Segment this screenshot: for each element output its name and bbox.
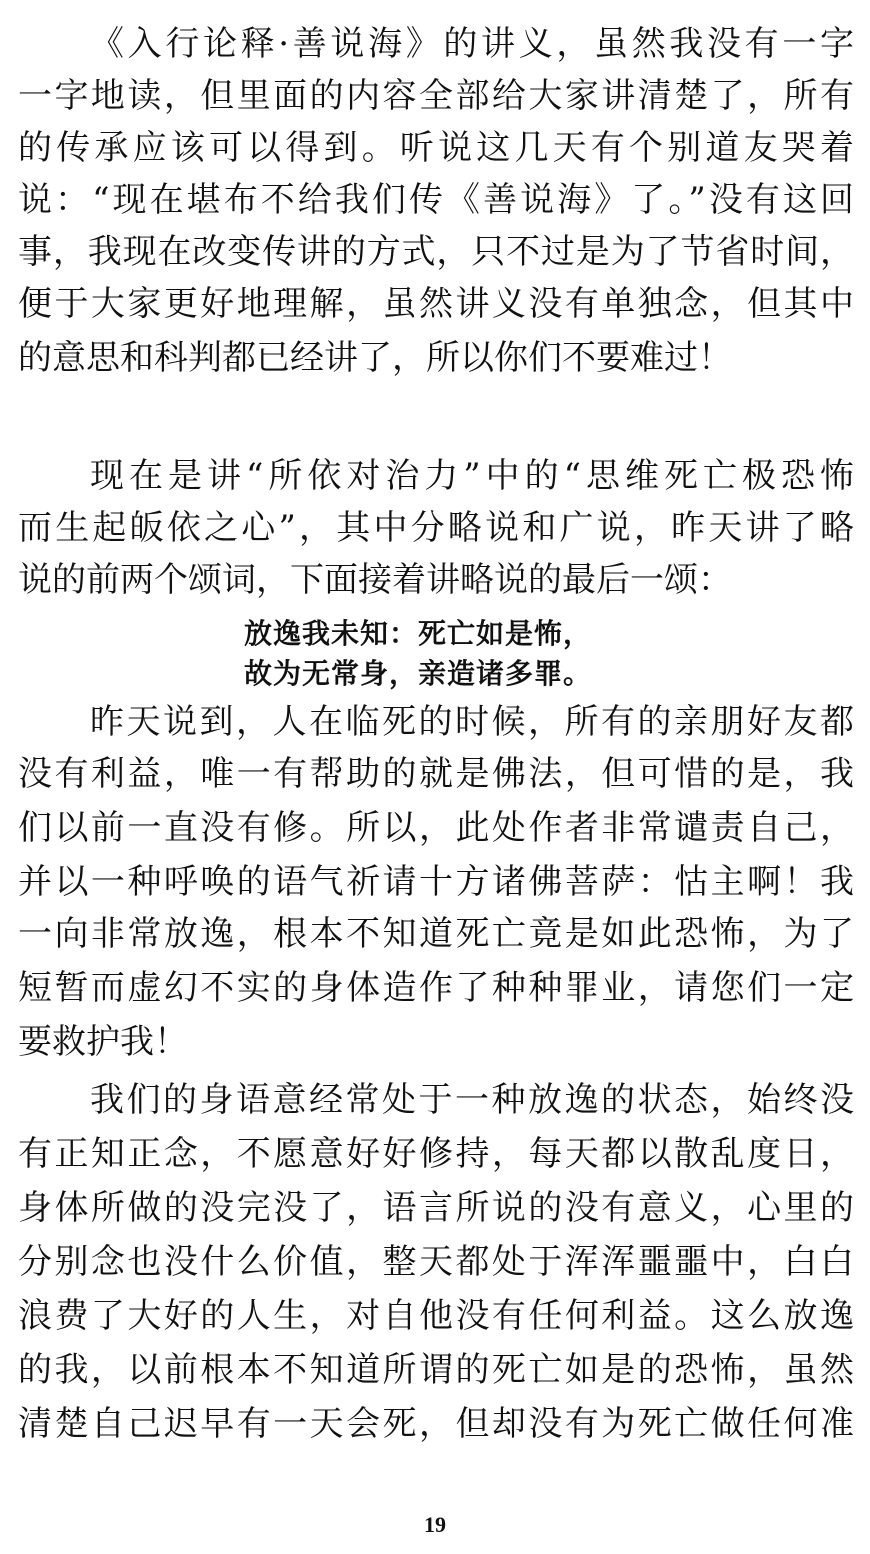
paragraph-3-line-1: 昨天说到，人在临死的时候，所有的亲朋好友都 xyxy=(90,702,854,742)
paragraph-4-line-6: 的我，以前根本不知道所谓的死亡如是的恐怖，虽然 xyxy=(18,1350,854,1390)
paragraph-4-line-2: 有正知正念，不愿意好好修持，每天都以散乱度日， xyxy=(18,1134,854,1174)
paragraph-3-line-7: 要救护我！ xyxy=(18,1022,188,1062)
paragraph-4-line-5: 浪费了大好的人生，对自他没有任何利益。这么放逸 xyxy=(18,1296,854,1336)
verse-line-2: 故为无常身，亲造诸多罪。 xyxy=(244,657,593,690)
paragraph-3-line-2: 没有利益，唯一有帮助的就是佛法，但可惜的是，我 xyxy=(18,754,854,794)
paragraph-4-line-3: 身体所做的没完没了，语言所说的没有意义，心里的 xyxy=(18,1188,854,1228)
paragraph-4-line-4: 分别念也没什么价值，整天都处于浑浑噩噩中，白白 xyxy=(18,1242,854,1282)
paragraph-1-line-7: 的意思和科判都已经讲了，所以你们不要难过！ xyxy=(18,338,732,378)
paragraph-1-line-2: 一字地读，但里面的内容全部给大家讲清楚了，所有 xyxy=(18,76,854,116)
paragraph-4-line-1: 我们的身语意经常处于一种放逸的状态，始终没 xyxy=(90,1080,854,1120)
page-number: 19 xyxy=(424,1512,446,1537)
paragraph-1-line-3: 的传承应该可以得到。听说这几天有个别道友哭着 xyxy=(18,128,854,168)
paragraph-1-line-6: 便于大家更好地理解，虽然讲义没有单独念，但其中 xyxy=(18,284,854,324)
paragraph-3-line-3: 们以前一直没有修。所以，此处作者非常谴责自己， xyxy=(18,808,854,848)
paragraph-2-line-3: 说的前两个颂词，下面接着讲略说的最后一颂： xyxy=(18,560,732,600)
verse-line-1: 放逸我未知：死亡如是怖， xyxy=(244,617,593,650)
paragraph-1-line-1: 《入行论释·善说海》的讲义，虽然我没有一字 xyxy=(90,24,854,64)
paragraph-3-line-6: 短暂而虚幻不实的身体造作了种种罪业，请您们一定 xyxy=(18,968,854,1008)
paragraph-1-line-4: 说：“现在堪布不给我们传《善说海》了。”没有这回 xyxy=(18,180,854,220)
paragraph-1-line-5: 事，我现在改变传讲的方式，只不过是为了节省时间， xyxy=(18,232,854,272)
paragraph-4-line-7: 清楚自己迟早有一天会死，但却没有为死亡做任何准 xyxy=(18,1404,854,1444)
paragraph-3-line-4: 并以一种呼唤的语气祈请十方诸佛菩萨：怙主啊！我 xyxy=(18,862,854,902)
paragraph-2-line-1: 现在是讲“所依对治力”中的“思维死亡极恐怖 xyxy=(90,456,854,496)
paragraph-3-line-5: 一向非常放逸，根本不知道死亡竟是如此恐怖，为了 xyxy=(18,914,854,954)
paragraph-2-line-2: 而生起皈依之心”，其中分略说和广说，昨天讲了略 xyxy=(18,508,854,548)
